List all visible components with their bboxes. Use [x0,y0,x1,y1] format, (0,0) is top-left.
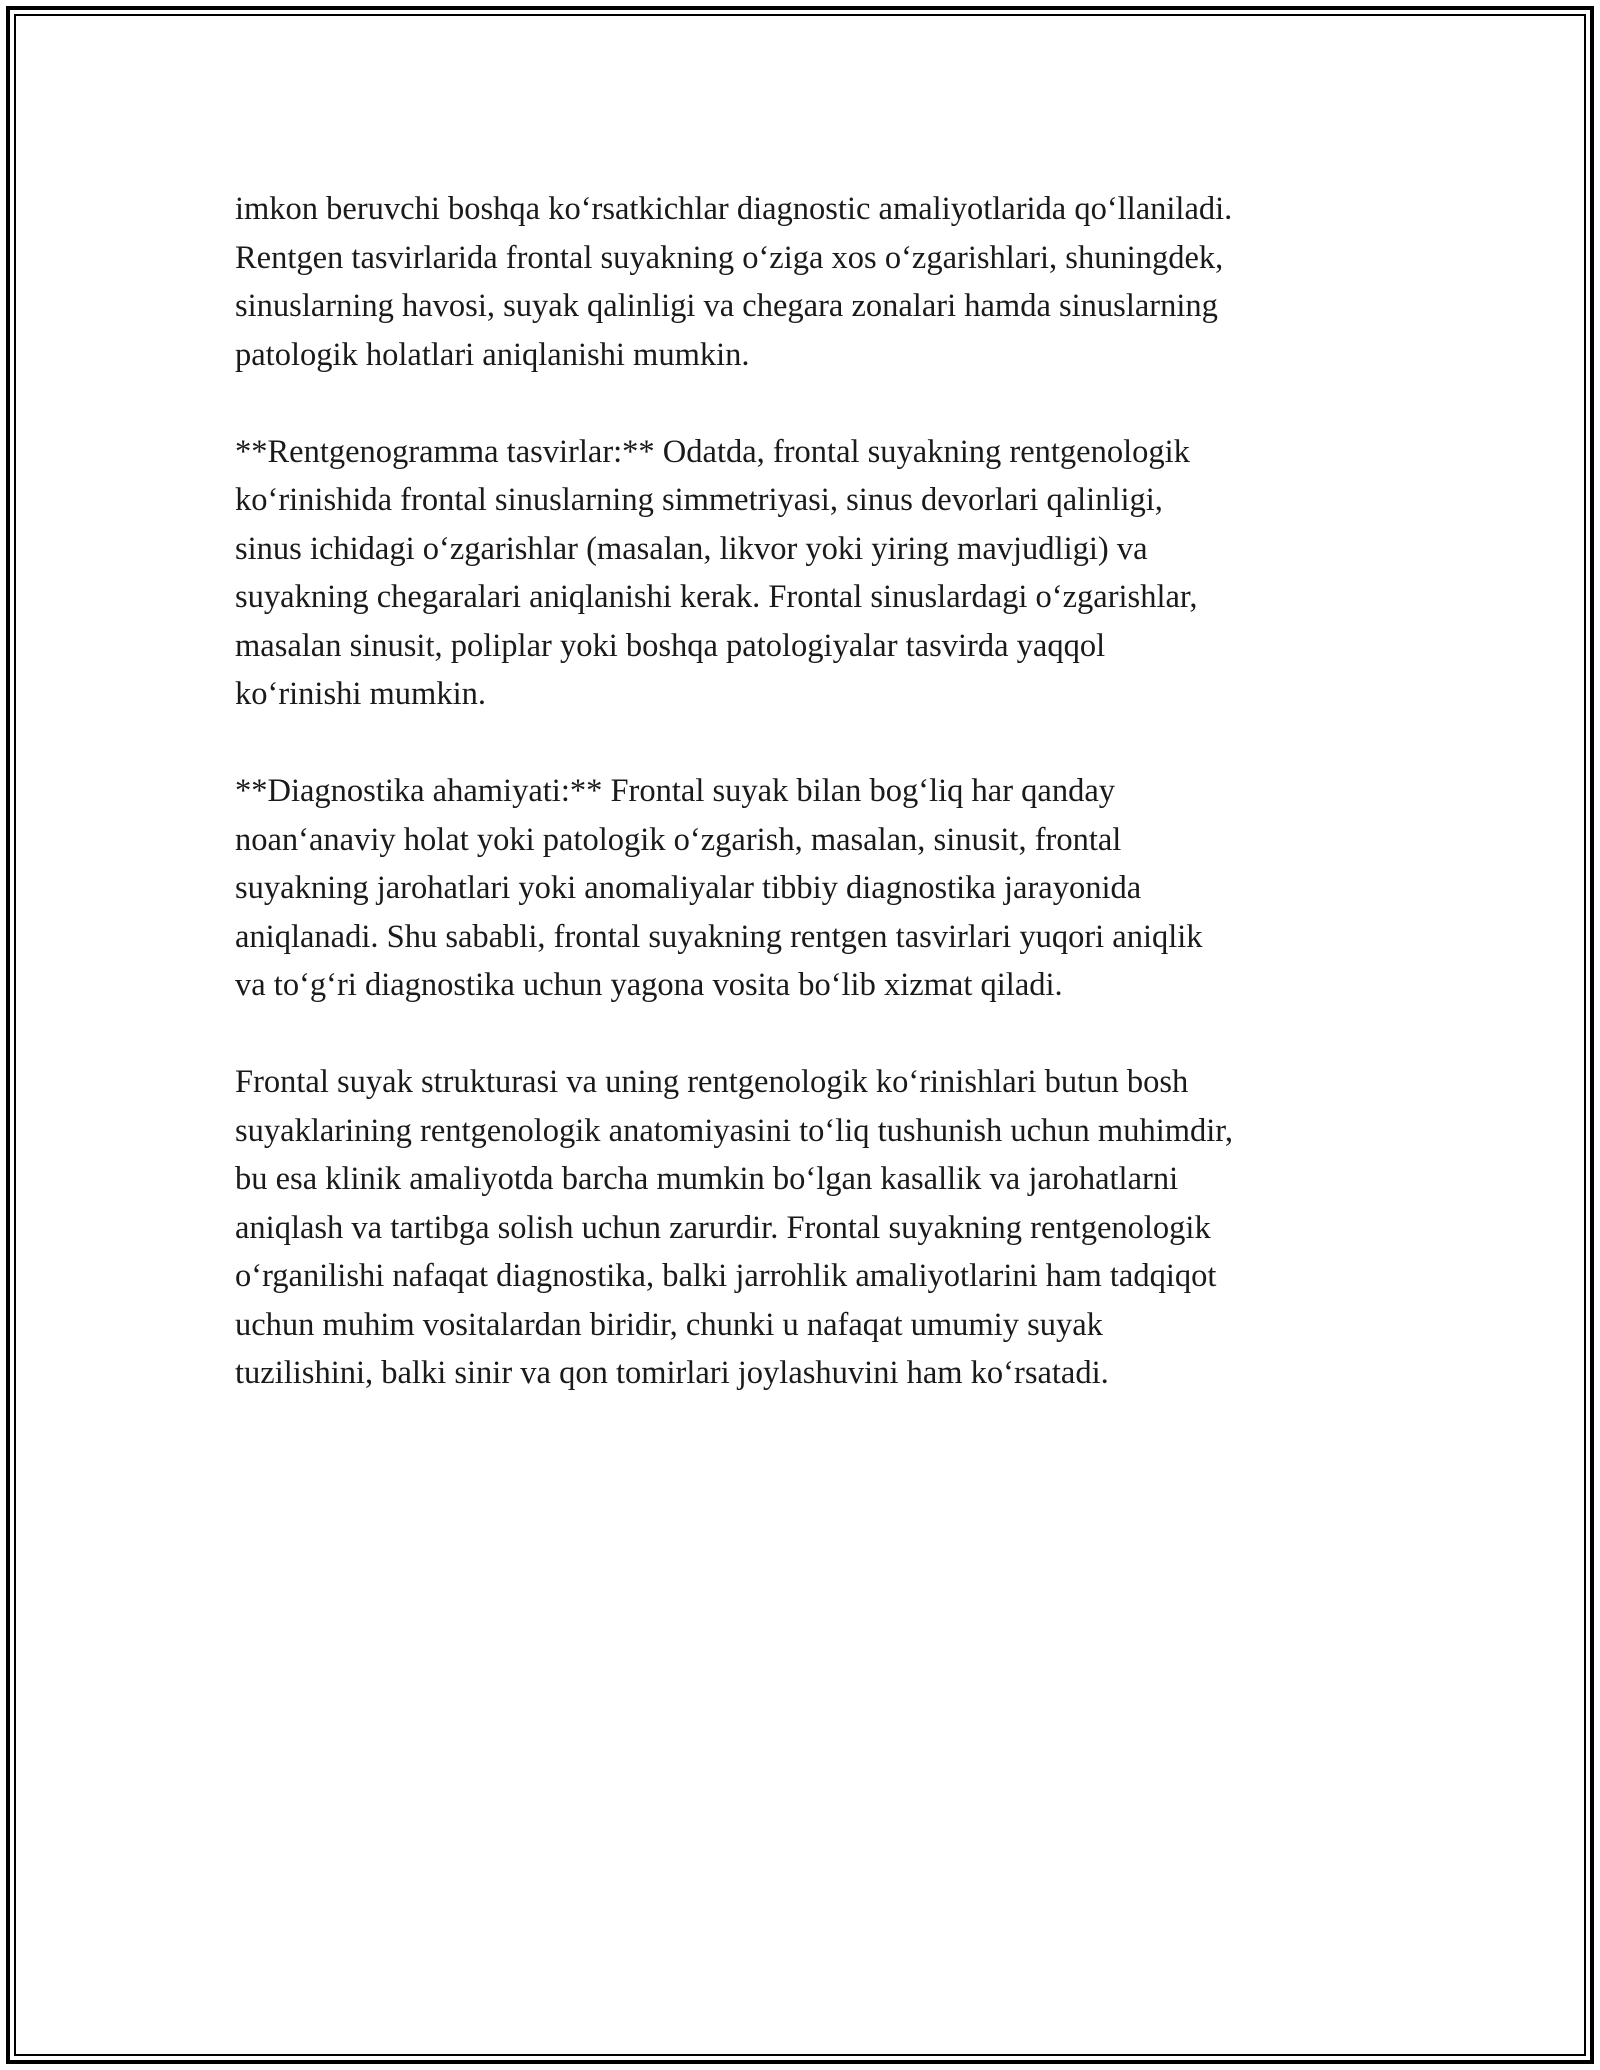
text-line: aniqlash va tartibga solish uchun zarurdir. Frontal suyakning rentgenologik [235,1209,1211,1246]
text-line: koʻrinishida frontal sinuslarning simmetriyasi, sinus devorlari qalinligi, [235,482,1163,518]
text-line: suyakning jarohatlari yoki anomaliyalar tibbiy diagnostika jarayonida [235,870,1142,906]
text-line: Rentgen tasvirlarida frontal suyakning oʻziga xos oʻzgarishlari, shuningdek, [235,239,1224,276]
text-line: masalan sinusit, poliplar yoki boshqa patologiyalar tasvirda yaqqol [235,627,1106,664]
paragraph-intro-continuation [235,185,1385,379]
text-line: Frontal suyak strukturasi va uning rentgenologik koʻrinishlari butun bosh [235,1064,1189,1100]
text-line: patologik holatlari aniqlanishi mumkin. [235,336,750,373]
text-line: tuzilishini, balki sinir va qon tomirlari joylashuvini ham koʻrsatadi. [235,1355,1109,1391]
text-line: suyaklarining rentgenologik anatomiyasini toʻliq tushunish uchun muhimdir, [235,1112,1233,1149]
text-line: uchun muhim vositalardan biridir, chunki u nafaqat umumiy suyak [235,1306,1103,1343]
text-line: aniqlanadi. Shu sababli, frontal suyakning rentgen tasvirlari yuqori aniqlik [235,918,1203,955]
paragraph-diagnostika [235,767,1385,1010]
text-line: **Diagnostika ahamiyati:** Frontal suyak bilan bogʻliq har qanday [235,773,1116,809]
paragraph-rentgenogramma [235,428,1385,719]
paragraph-conclusion [235,1058,1385,1398]
text-line: sinus ichidagi oʻzgarishlar (masalan, likvor yoki yiring mavjudligi) va [235,530,1148,567]
text-line: sinuslarning havosi, suyak qalinligi va chegara zonalari hamda sinuslarning [235,288,1218,324]
text-line: **Rentgenogramma tasvirlar:** Odatda, frontal suyakning rentgenologik [235,433,1190,470]
text-line: koʻrinishi mumkin. [235,676,486,712]
document-body [235,185,1385,1446]
text-line: oʻrganilishi nafaqat diagnostika, balki jarrohlik amaliyotlarini ham tadqiqot [235,1258,1217,1294]
text-line: va toʻgʻri diagnostika uchun yagona vosita boʻlib xizmat qiladi. [235,967,1063,1003]
text-line: suyakning chegaralari aniqlanishi kerak. Frontal sinuslardagi oʻzgarishlar, [235,579,1198,615]
text-line: imkon beruvchi boshqa koʻrsatkichlar diagnostic amaliyotlarida qoʻllaniladi. [235,191,1233,227]
text-line: bu esa klinik amaliyotda barcha mumkin boʻlgan kasallik va jarohatlarni [235,1161,1179,1197]
text-line: noanʻanaviy holat yoki patologik oʻzgarish, masalan, sinusit, frontal [235,821,1122,858]
